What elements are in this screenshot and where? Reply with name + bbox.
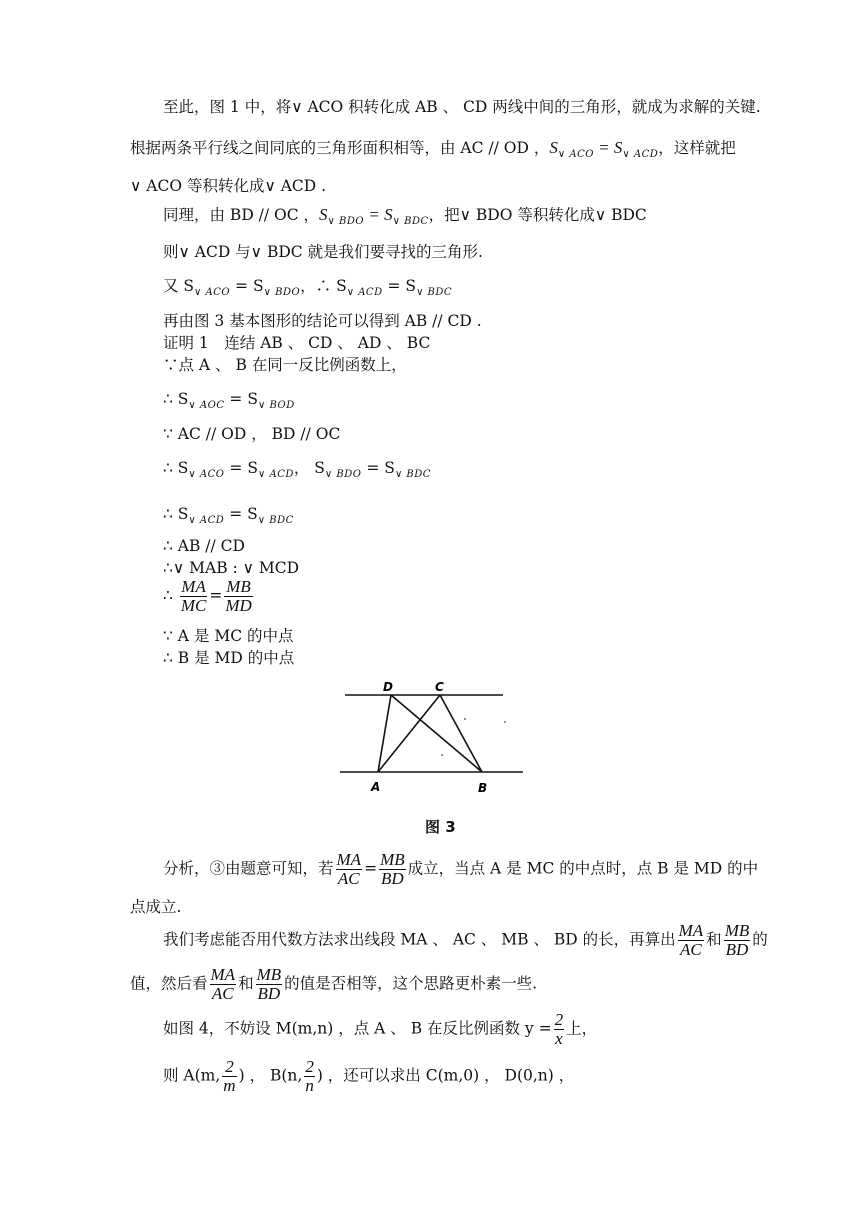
- denominator: AC: [680, 940, 702, 959]
- label-c: C: [435, 680, 444, 694]
- text-segment: = S: [224, 390, 258, 408]
- subscript: ∨ ACD: [622, 149, 659, 160]
- numerator: MB: [724, 921, 750, 940]
- numerator: MA: [210, 965, 236, 984]
- subscript: ∨ ACO: [188, 469, 225, 480]
- fraction: [222, 1058, 236, 1095]
- fraction: [210, 966, 237, 1003]
- denominator: AC: [211, 984, 234, 1003]
- text-segment: 值，然后看: [130, 974, 208, 993]
- text-line-4: [163, 205, 647, 232]
- equals-sign: =: [364, 859, 378, 878]
- numerator: MA: [336, 850, 362, 869]
- text-line-11: ∵ AC // OD ， BD // OC: [163, 425, 341, 443]
- text-line-20: 点成立.: [130, 898, 182, 916]
- segment-db: [391, 695, 482, 772]
- subscript: ∨ ACO: [557, 149, 594, 160]
- text-segment: ∴ S: [163, 390, 189, 408]
- text-line-16: [163, 578, 255, 615]
- text-line-22: [130, 966, 537, 1003]
- subscript: ∨ BDO: [263, 287, 301, 298]
- text-segment: = S: [224, 505, 258, 523]
- geometry-figure-3: [335, 677, 535, 797]
- denominator: m: [223, 1076, 236, 1095]
- text-line-9: ∵点 A 、 B 在同一反比例函数上，: [163, 356, 407, 374]
- text-line-2: [130, 138, 736, 165]
- text-segment: ，这样就把: [658, 139, 736, 157]
- numerator: MB: [380, 850, 405, 869]
- fraction: [224, 578, 252, 615]
- text-line-3: ∨ ACO 等积转化成∨ ACD .: [130, 177, 327, 195]
- equals-sign: =: [209, 586, 223, 605]
- text-segment: 又 S: [163, 277, 195, 295]
- text-segment: ) ， B(n,: [238, 1066, 303, 1085]
- text-segment: = S: [224, 459, 258, 477]
- numerator: 2: [305, 1057, 314, 1076]
- fraction: [256, 966, 283, 1003]
- text-segment: ， S: [293, 459, 325, 477]
- label-b: B: [478, 781, 488, 795]
- text-line-19: [163, 851, 758, 888]
- figure-caption: 图 3: [425, 818, 456, 836]
- fraction: [336, 851, 363, 888]
- segment-cb: [440, 695, 482, 772]
- text-segment: = S: [361, 459, 395, 477]
- denominator: BD: [725, 940, 749, 959]
- text-segment: 的: [752, 930, 768, 949]
- denominator: BD: [257, 984, 281, 1003]
- text-segment: ，∴ S: [300, 277, 347, 295]
- numerator: MB: [226, 577, 251, 596]
- speck: [464, 718, 466, 720]
- subscript: ∨ ACD: [188, 515, 225, 526]
- denominator: BD: [381, 869, 404, 888]
- subscript: ∨ BOD: [257, 400, 295, 411]
- fraction: [724, 922, 751, 959]
- subscript: ∨ ACO: [194, 287, 231, 298]
- text-segment: ) ，还可以求出 C(m,0) ， D(0,n) ，: [316, 1066, 575, 1085]
- text-segment: 和: [706, 930, 722, 949]
- subscript: ∨ BDC: [416, 287, 453, 298]
- text-line-14: ∴ AB // CD: [163, 537, 245, 555]
- text-line-21: [163, 922, 768, 959]
- text-line-23: [163, 1011, 597, 1048]
- subscript: ∨ ACD: [257, 469, 294, 480]
- numerator: 2: [222, 1058, 236, 1077]
- segment-ad: [378, 695, 391, 772]
- label-d: D: [383, 680, 393, 694]
- text-segment: 上，: [566, 1019, 598, 1038]
- text-line-17: ∵ A 是 MC 的中点: [163, 627, 294, 645]
- text-segment: 同理，由 BD // OC ，: [163, 206, 320, 224]
- numerator: MA: [181, 577, 206, 596]
- subscript: ∨ BDO: [327, 216, 365, 227]
- fraction: [678, 922, 705, 959]
- text-line-1: 至此，图 1 中，将∨ ACO 积转化成 AB 、 CD 两线中间的三角形，就成为求解的关键.: [163, 98, 761, 116]
- text-line-24: [163, 1058, 574, 1095]
- numerator: 2: [554, 1010, 564, 1029]
- text-segment: 成立，当点 A 是 MC 的中点时，点 B 是 MD 的中: [407, 859, 759, 878]
- denominator: MD: [225, 596, 252, 615]
- text-segment: 我们考虑能否用代数方法求出线段 MA 、 AC 、 MB 、 BD 的长，再算出: [163, 930, 676, 949]
- denominator: MC: [180, 596, 207, 615]
- text-segment: 根据两条平行线之间同底的三角形面积相等，由 AC // OD ，: [130, 139, 550, 157]
- denominator: AC: [337, 869, 360, 888]
- text-line-5: 则∨ ACD 与∨ BDC 就是我们要寻找的三角形.: [163, 243, 483, 261]
- subscript: ∨ AOC: [188, 400, 225, 411]
- subscript: ∨ BDC: [257, 515, 294, 526]
- text-segment: ∴: [163, 586, 173, 605]
- speck: [441, 754, 443, 756]
- area-symbol: = S: [364, 205, 393, 224]
- fraction: [554, 1011, 565, 1048]
- text-segment: 如图 4，不妨设 M(m,n) ，点 A 、 B 在反比例函数 y =: [163, 1019, 552, 1038]
- text-line-7: 再由图 3 基本图形的结论可以得到 AB // CD .: [163, 312, 482, 330]
- text-segment: 和: [238, 974, 254, 993]
- area-symbol: = S: [593, 138, 623, 157]
- text-line-15: ∴∨ MAB : ∨ MCD: [163, 559, 300, 577]
- text-segment: 则 A(m,: [163, 1066, 221, 1085]
- denominator: x: [555, 1029, 563, 1048]
- denominator: n: [305, 1076, 314, 1095]
- text-segment: ，把∨ BDO 等积转化成∨ BDC: [428, 206, 647, 224]
- subscript: ∨ BDO: [324, 469, 362, 480]
- text-line-12: [163, 458, 431, 485]
- text-segment: = S: [230, 277, 264, 295]
- fraction: [379, 851, 406, 888]
- text-segment: ∴ S: [163, 505, 189, 523]
- segment-ac: [378, 695, 440, 772]
- text-segment: ∴ S: [163, 459, 189, 477]
- subscript: ∨ ACD: [346, 287, 383, 298]
- subscript: ∨ BDC: [392, 216, 429, 227]
- fraction: [180, 578, 208, 615]
- subscript: ∨ BDC: [394, 469, 431, 480]
- numerator: MA: [678, 921, 704, 940]
- text-line-18: ∴ B 是 MD 的中点: [163, 649, 295, 667]
- speck: [504, 721, 506, 723]
- text-line-13: [163, 504, 294, 531]
- text-line-6: [163, 276, 452, 303]
- fraction: [304, 1058, 315, 1095]
- text-line-8: 证明 1 连结 AB 、 CD 、 AD 、 BC: [163, 334, 431, 352]
- text-segment: 分析，③由题意可知，若: [163, 859, 334, 878]
- numerator: MB: [256, 965, 282, 984]
- text-line-10: [163, 389, 295, 416]
- area-symbol: S: [319, 205, 328, 224]
- area-symbol: S: [549, 138, 558, 157]
- label-a: A: [371, 780, 381, 794]
- text-segment: 的值是否相等，这个思路更朴素一些.: [284, 974, 538, 993]
- text-segment: = S: [382, 277, 417, 295]
